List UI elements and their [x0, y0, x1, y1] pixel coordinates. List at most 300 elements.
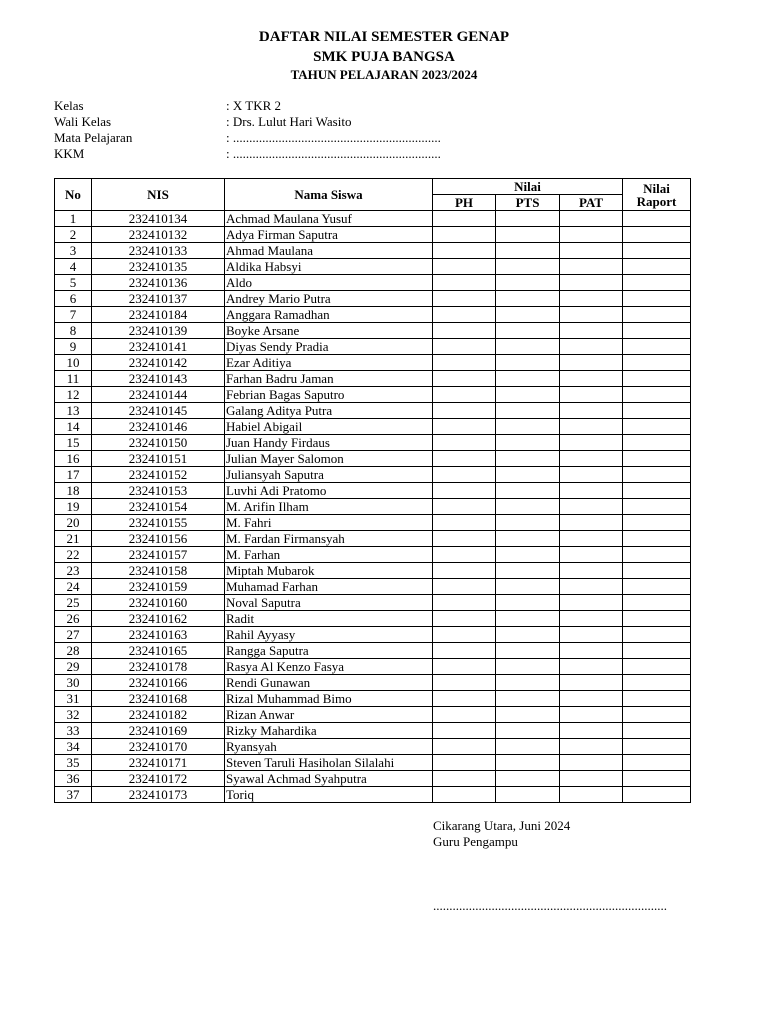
cell-raport [623, 371, 691, 387]
cell-name: Rahil Ayyasy [225, 627, 433, 643]
cell-ph [433, 227, 496, 243]
cell-pts [496, 531, 560, 547]
cell-pts [496, 483, 560, 499]
table-row [55, 339, 691, 355]
info-value: : Drs. Lulut Hari Wasito [226, 114, 352, 129]
cell-ph [433, 259, 496, 275]
cell-ph [433, 675, 496, 691]
cell-no: 32 [55, 707, 92, 723]
cell-no: 4 [55, 259, 92, 275]
header-pat: PAT [560, 195, 623, 211]
cell-pat [560, 371, 623, 387]
cell-ph [433, 275, 496, 291]
table-row [55, 323, 691, 339]
cell-raport [623, 611, 691, 627]
cell-ph [433, 723, 496, 739]
cell-ph [433, 355, 496, 371]
cell-nis: 232410162 [92, 611, 225, 627]
cell-raport [623, 595, 691, 611]
cell-no: 37 [55, 787, 92, 803]
table-row [55, 243, 691, 259]
cell-pts [496, 723, 560, 739]
cell-nis: 232410146 [92, 419, 225, 435]
cell-name: Diyas Sendy Pradia [225, 339, 433, 355]
table-row [55, 355, 691, 371]
cell-ph [433, 563, 496, 579]
table-row [55, 371, 691, 387]
info-label: KKM [54, 146, 85, 161]
cell-ph [433, 755, 496, 771]
cell-no: 1 [55, 211, 92, 227]
school-name: SMK PUJA BANGSA [313, 49, 455, 65]
cell-name: Habiel Abigail [225, 419, 433, 435]
cell-pts [496, 419, 560, 435]
cell-name: Rangga Saputra [225, 643, 433, 659]
cell-raport [623, 483, 691, 499]
cell-pat [560, 419, 623, 435]
cell-nis: 232410135 [92, 259, 225, 275]
cell-nis: 232410144 [92, 387, 225, 403]
cell-pts [496, 771, 560, 787]
cell-name: Adya Firman Saputra [225, 227, 433, 243]
cell-raport [623, 515, 691, 531]
cell-raport [623, 563, 691, 579]
table-row [55, 579, 691, 595]
cell-pts [496, 739, 560, 755]
cell-pts [496, 579, 560, 595]
cell-raport [623, 659, 691, 675]
cell-nis: 232410151 [92, 451, 225, 467]
cell-raport [623, 739, 691, 755]
cell-raport [623, 451, 691, 467]
table-row [55, 675, 691, 691]
cell-ph [433, 659, 496, 675]
cell-no: 23 [55, 563, 92, 579]
table-row [55, 755, 691, 771]
cell-ph [433, 211, 496, 227]
cell-name: Febrian Bagas Saputro [225, 387, 433, 403]
cell-raport [623, 547, 691, 563]
table-row [55, 611, 691, 627]
cell-pts [496, 467, 560, 483]
cell-no: 9 [55, 339, 92, 355]
cell-raport [623, 275, 691, 291]
cell-no: 24 [55, 579, 92, 595]
cell-nis: 232410154 [92, 499, 225, 515]
cell-name: Rizal Muhammad Bimo [225, 691, 433, 707]
cell-name: Aldo [225, 275, 433, 291]
cell-nis: 232410160 [92, 595, 225, 611]
header-nama-siswa: Nama Siswa [225, 179, 433, 211]
cell-nis: 232410166 [92, 675, 225, 691]
cell-pts [496, 611, 560, 627]
table-row [55, 435, 691, 451]
cell-pts [496, 691, 560, 707]
table-row [55, 739, 691, 755]
cell-pts [496, 787, 560, 803]
grades-table [54, 178, 691, 803]
cell-pat [560, 563, 623, 579]
cell-nis: 232410145 [92, 403, 225, 419]
cell-pts [496, 627, 560, 643]
cell-no: 27 [55, 627, 92, 643]
table-row [55, 419, 691, 435]
cell-pts [496, 275, 560, 291]
table-row [55, 403, 691, 419]
cell-no: 22 [55, 547, 92, 563]
cell-name: Toriq [225, 787, 433, 803]
cell-pts [496, 563, 560, 579]
cell-nis: 232410163 [92, 627, 225, 643]
cell-name: Julian Mayer Salomon [225, 451, 433, 467]
table-row [55, 627, 691, 643]
cell-raport [623, 627, 691, 643]
cell-no: 25 [55, 595, 92, 611]
cell-nis: 232410169 [92, 723, 225, 739]
cell-no: 10 [55, 355, 92, 371]
cell-no: 21 [55, 531, 92, 547]
cell-pat [560, 515, 623, 531]
academic-year: TAHUN PELAJARAN 2023/2024 [290, 67, 478, 82]
cell-pts [496, 435, 560, 451]
header-raport-line2: Raport [636, 193, 677, 209]
cell-ph [433, 371, 496, 387]
cell-pat [560, 723, 623, 739]
cell-nis: 232410178 [92, 659, 225, 675]
cell-ph [433, 387, 496, 403]
table-row [55, 227, 691, 243]
cell-pat [560, 787, 623, 803]
cell-pts [496, 403, 560, 419]
cell-raport [623, 707, 691, 723]
cell-ph [433, 339, 496, 355]
cell-raport [623, 323, 691, 339]
cell-raport [623, 227, 691, 243]
cell-nis: 232410159 [92, 579, 225, 595]
cell-no: 34 [55, 739, 92, 755]
cell-no: 5 [55, 275, 92, 291]
cell-pts [496, 307, 560, 323]
cell-pat [560, 643, 623, 659]
info-label: Mata Pelajaran [54, 130, 133, 145]
info-value: : ................................................................ [226, 146, 441, 161]
cell-name: Aldika Habsyi [225, 259, 433, 275]
table-row [55, 387, 691, 403]
table-row [55, 451, 691, 467]
signature-place-date: Cikarang Utara, Juni 2024 [433, 818, 571, 833]
table-row [55, 467, 691, 483]
table-row [55, 499, 691, 515]
table-header-row [55, 179, 691, 195]
cell-ph [433, 531, 496, 547]
table-row [55, 707, 691, 723]
cell-ph [433, 771, 496, 787]
cell-nis: 232410173 [92, 787, 225, 803]
cell-no: 13 [55, 403, 92, 419]
cell-pts [496, 355, 560, 371]
cell-raport [623, 467, 691, 483]
signature-line: ........................................................................ [433, 898, 667, 913]
cell-name: Radit [225, 611, 433, 627]
cell-ph [433, 307, 496, 323]
cell-ph [433, 547, 496, 563]
cell-ph [433, 611, 496, 627]
cell-no: 3 [55, 243, 92, 259]
cell-pat [560, 739, 623, 755]
cell-name: Syawal Achmad Syahputra [225, 771, 433, 787]
cell-ph [433, 419, 496, 435]
cell-name: Muhamad Farhan [225, 579, 433, 595]
cell-name: Ryansyah [225, 739, 433, 755]
cell-pts [496, 643, 560, 659]
cell-raport [623, 531, 691, 547]
cell-pts [496, 675, 560, 691]
table-body [55, 211, 691, 803]
table-row [55, 211, 691, 227]
cell-nis: 232410150 [92, 435, 225, 451]
cell-no: 31 [55, 691, 92, 707]
cell-pat [560, 227, 623, 243]
cell-name: Farhan Badru Jaman [225, 371, 433, 387]
cell-pts [496, 451, 560, 467]
cell-no: 16 [55, 451, 92, 467]
cell-name: M. Arifin Ilham [225, 499, 433, 515]
cell-pts [496, 323, 560, 339]
cell-ph [433, 707, 496, 723]
cell-nis: 232410143 [92, 371, 225, 387]
cell-ph [433, 243, 496, 259]
cell-ph [433, 291, 496, 307]
cell-pat [560, 275, 623, 291]
cell-ph [433, 515, 496, 531]
cell-pat [560, 499, 623, 515]
cell-name: Ahmad Maulana [225, 243, 433, 259]
cell-raport [623, 691, 691, 707]
cell-pts [496, 291, 560, 307]
cell-raport [623, 419, 691, 435]
cell-ph [433, 579, 496, 595]
cell-name: Andrey Mario Putra [225, 291, 433, 307]
header-pts: PTS [496, 195, 560, 211]
cell-nis: 232410165 [92, 643, 225, 659]
cell-pts [496, 259, 560, 275]
cell-no: 35 [55, 755, 92, 771]
cell-pat [560, 595, 623, 611]
info-value: : X TKR 2 [226, 98, 282, 113]
cell-no: 18 [55, 483, 92, 499]
cell-ph [433, 323, 496, 339]
cell-raport [623, 403, 691, 419]
cell-raport [623, 307, 691, 323]
cell-pat [560, 339, 623, 355]
cell-ph [433, 595, 496, 611]
cell-nis: 232410156 [92, 531, 225, 547]
cell-pts [496, 659, 560, 675]
info-value: : ................................................................ [226, 130, 441, 145]
table-row [55, 259, 691, 275]
cell-pat [560, 483, 623, 499]
cell-pat [560, 451, 623, 467]
cell-pat [560, 627, 623, 643]
cell-nis: 232410133 [92, 243, 225, 259]
cell-pat [560, 691, 623, 707]
cell-pat [560, 547, 623, 563]
cell-no: 26 [55, 611, 92, 627]
cell-nis: 232410158 [92, 563, 225, 579]
cell-pts [496, 755, 560, 771]
cell-name: Noval Saputra [225, 595, 433, 611]
cell-pat [560, 403, 623, 419]
header-nis: NIS [92, 179, 225, 211]
cell-nis: 232410139 [92, 323, 225, 339]
cell-pat [560, 611, 623, 627]
cell-pts [496, 515, 560, 531]
cell-nis: 232410157 [92, 547, 225, 563]
cell-pat [560, 291, 623, 307]
table-row [55, 723, 691, 739]
cell-name: M. Fahri [225, 515, 433, 531]
cell-nis: 232410136 [92, 275, 225, 291]
cell-pts [496, 707, 560, 723]
cell-raport [623, 387, 691, 403]
cell-pat [560, 355, 623, 371]
cell-pat [560, 243, 623, 259]
cell-ph [433, 787, 496, 803]
cell-ph [433, 467, 496, 483]
cell-nis: 232410171 [92, 755, 225, 771]
cell-pat [560, 579, 623, 595]
cell-raport [623, 643, 691, 659]
cell-pts [496, 227, 560, 243]
cell-raport [623, 435, 691, 451]
header-raport-line1: Nilai [643, 180, 670, 196]
signature-role: Guru Pengampu [433, 834, 518, 849]
cell-pat [560, 307, 623, 323]
cell-ph [433, 403, 496, 419]
cell-name: Boyke Arsane [225, 323, 433, 339]
cell-pat [560, 259, 623, 275]
cell-pat [560, 707, 623, 723]
cell-raport [623, 499, 691, 515]
cell-raport [623, 291, 691, 307]
cell-pat [560, 675, 623, 691]
cell-name: Achmad Maulana Yusuf [225, 211, 433, 227]
cell-no: 28 [55, 643, 92, 659]
cell-name: Luvhi Adi Pratomo [225, 483, 433, 499]
cell-no: 6 [55, 291, 92, 307]
cell-no: 12 [55, 387, 92, 403]
cell-nis: 232410155 [92, 515, 225, 531]
cell-name: Ezar Aditiya [225, 355, 433, 371]
cell-nis: 232410184 [92, 307, 225, 323]
cell-pat [560, 467, 623, 483]
table-row [55, 275, 691, 291]
cell-name: M. Farhan [225, 547, 433, 563]
table-row [55, 643, 691, 659]
cell-no: 14 [55, 419, 92, 435]
cell-no: 15 [55, 435, 92, 451]
cell-raport [623, 579, 691, 595]
cell-ph [433, 739, 496, 755]
cell-name: Miptah Mubarok [225, 563, 433, 579]
cell-nis: 232410153 [92, 483, 225, 499]
cell-pts [496, 387, 560, 403]
table-row [55, 307, 691, 323]
cell-nis: 232410168 [92, 691, 225, 707]
cell-no: 2 [55, 227, 92, 243]
cell-nis: 232410170 [92, 739, 225, 755]
cell-raport [623, 243, 691, 259]
cell-no: 19 [55, 499, 92, 515]
cell-ph [433, 691, 496, 707]
cell-pat [560, 659, 623, 675]
cell-no: 30 [55, 675, 92, 691]
cell-raport [623, 355, 691, 371]
header-ph: PH [433, 195, 496, 211]
cell-ph [433, 451, 496, 467]
cell-nis: 232410152 [92, 467, 225, 483]
cell-pts [496, 243, 560, 259]
info-label: Wali Kelas [54, 114, 112, 129]
cell-ph [433, 499, 496, 515]
cell-pts [496, 371, 560, 387]
cell-nis: 232410137 [92, 291, 225, 307]
table-row [55, 659, 691, 675]
cell-ph [433, 643, 496, 659]
cell-pat [560, 387, 623, 403]
cell-name: Juliansyah Saputra [225, 467, 433, 483]
cell-nis: 232410132 [92, 227, 225, 243]
cell-nis: 232410141 [92, 339, 225, 355]
cell-no: 7 [55, 307, 92, 323]
table-row [55, 515, 691, 531]
cell-pts [496, 339, 560, 355]
cell-nis: 232410172 [92, 771, 225, 787]
cell-name: M. Fardan Firmansyah [225, 531, 433, 547]
cell-name: Juan Handy Firdaus [225, 435, 433, 451]
cell-nis: 232410142 [92, 355, 225, 371]
cell-raport [623, 771, 691, 787]
cell-name: Rendi Gunawan [225, 675, 433, 691]
cell-name: Rizky Mahardika [225, 723, 433, 739]
cell-pts [496, 211, 560, 227]
cell-pts [496, 547, 560, 563]
cell-nis: 232410182 [92, 707, 225, 723]
table-row [55, 595, 691, 611]
cell-name: Anggara Ramadhan [225, 307, 433, 323]
cell-name: Galang Aditya Putra [225, 403, 433, 419]
table-row [55, 787, 691, 803]
cell-name: Rizan Anwar [225, 707, 433, 723]
table-row [55, 483, 691, 499]
cell-ph [433, 627, 496, 643]
cell-no: 8 [55, 323, 92, 339]
document-title: DAFTAR NILAI SEMESTER GENAP [258, 29, 510, 45]
cell-raport [623, 211, 691, 227]
cell-raport [623, 787, 691, 803]
cell-raport [623, 675, 691, 691]
cell-raport [623, 755, 691, 771]
cell-name: Rasya Al Kenzo Fasya [225, 659, 433, 675]
cell-no: 33 [55, 723, 92, 739]
cell-raport [623, 339, 691, 355]
cell-pts [496, 595, 560, 611]
cell-no: 20 [55, 515, 92, 531]
cell-no: 36 [55, 771, 92, 787]
table-row [55, 563, 691, 579]
cell-pat [560, 211, 623, 227]
cell-raport [623, 723, 691, 739]
